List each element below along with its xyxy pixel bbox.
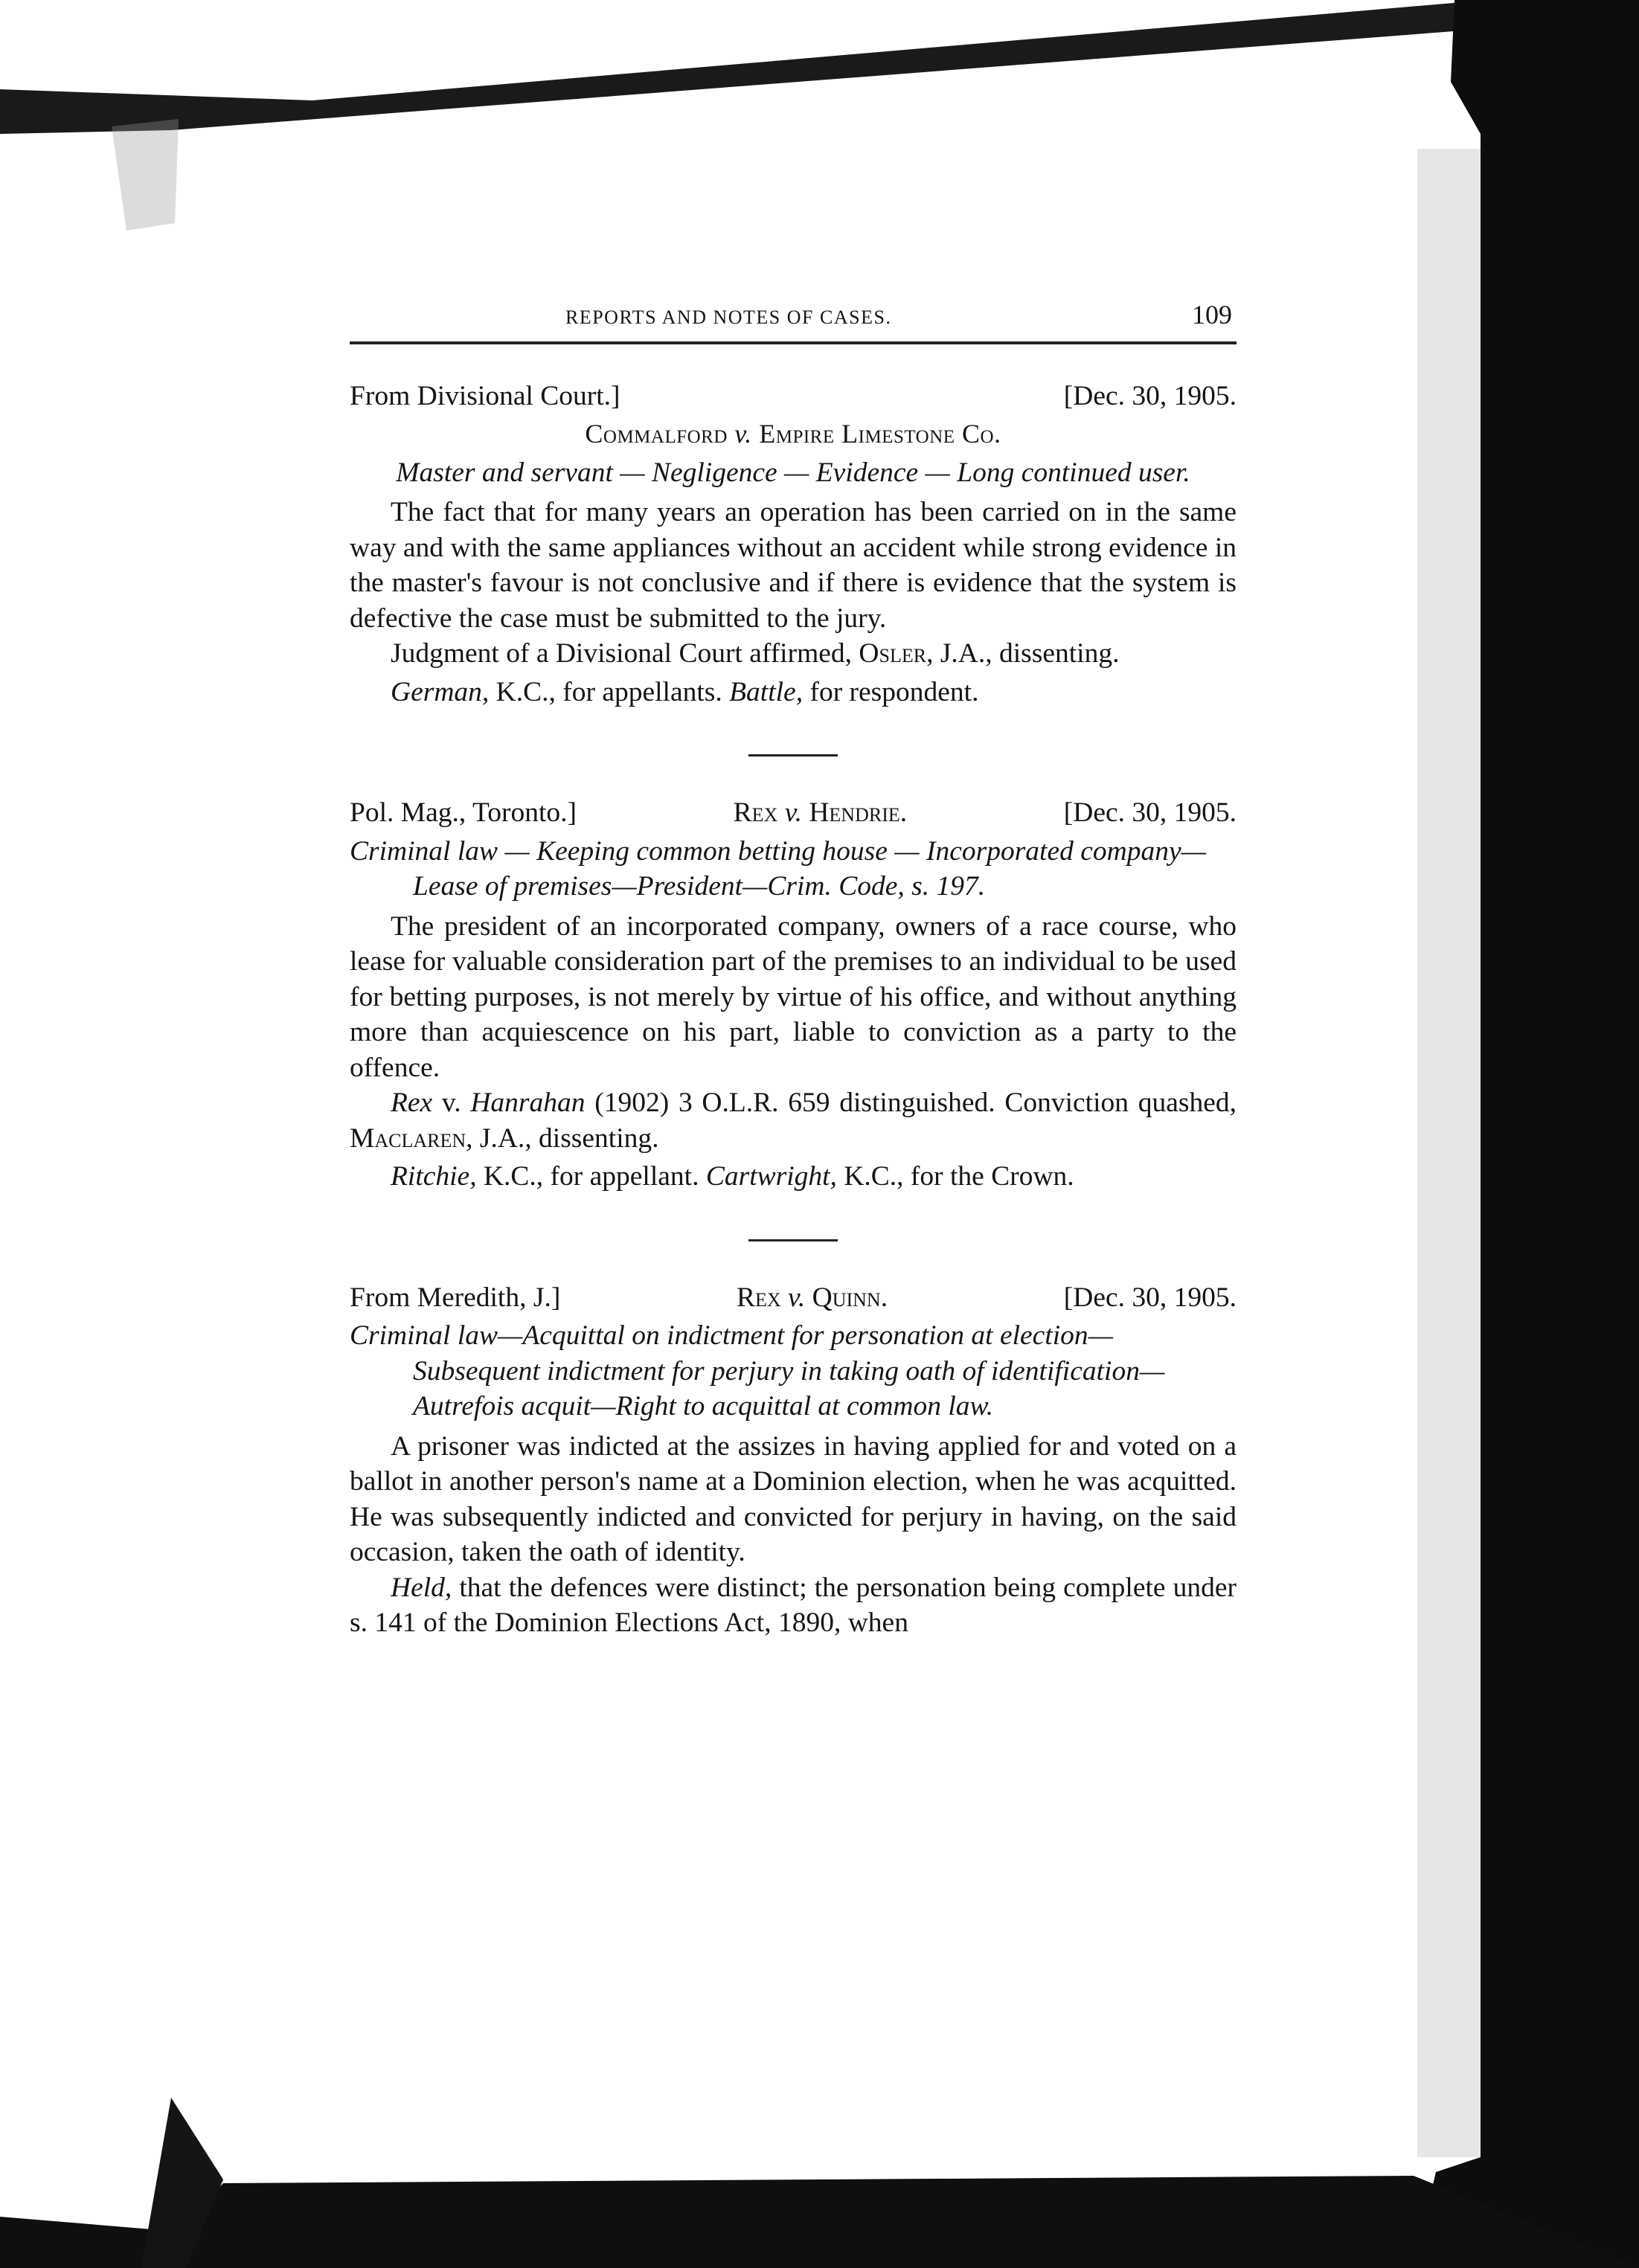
holding bbox=[350, 1570, 1237, 1641]
judgment-tail: , J.A., dissenting. bbox=[926, 638, 1120, 669]
page-number: 109 bbox=[1192, 300, 1232, 330]
court-of-origin: From Meredith, J.] bbox=[350, 1282, 561, 1313]
decision-date: [Dec. 30, 1905. bbox=[1063, 797, 1237, 828]
judgment-tail: , J.A., dissenting. bbox=[466, 1122, 659, 1154]
decision-date: [Dec. 30, 1905. bbox=[1063, 1282, 1237, 1313]
running-head bbox=[350, 298, 1237, 344]
held-label: Held, bbox=[391, 1572, 452, 1603]
case-summary: The fact that for many years an operation has been carried on in the same way and with the same appliances without an accident while strong evidence in the master's favour is not conclusive and if there is evidence that the system is defective the case must be submitted to the jury. bbox=[350, 497, 1237, 634]
headnote: Master and servant — Negligence — Evidence — Long continued user. bbox=[396, 457, 1190, 488]
case-rex-quinn bbox=[350, 1280, 1237, 1641]
citation-rest: (1902) 3 O.L.R. 659 distinguished. Conviction quashed, bbox=[585, 1088, 1237, 1118]
judgment bbox=[350, 636, 1237, 672]
judge-name: Osler bbox=[859, 638, 927, 669]
plaintiff: Rex bbox=[736, 1282, 781, 1313]
versus: v. bbox=[734, 419, 752, 449]
headnote: Criminal law—Acquittal on indictment for personation at election—Subsequent indictment for perjury in taking oath of identification—Autrefois acquit—Right to acquittal at common law. bbox=[350, 1320, 1165, 1421]
counsel-appellant-role: K.C., for appellant. bbox=[476, 1161, 706, 1192]
page-content bbox=[350, 298, 1237, 1641]
case-summary: The president of an incorporated company, owners of a race course, who lease for valuable consideration part of the premises to an individual to be used for betting purposes, is not merely by virtue of his office, and without anything more than acquiescence on his part, liable to conviction as a party to the offence. bbox=[350, 910, 1237, 1083]
case-summary: A prisoner was indicted at the assizes in having applied for and voted on a ballot in another person's name at a Dominion election, when he was acquitted. He was subsequently indicted and convicted for perjury in having, on the said occasion, taken the oath of identity. bbox=[350, 1430, 1237, 1567]
versus: v. bbox=[788, 1282, 806, 1313]
section-divider bbox=[748, 1239, 838, 1241]
counsel-crown-role: K.C., for the Crown. bbox=[836, 1161, 1074, 1192]
case-header bbox=[350, 1280, 1237, 1316]
counsel-appellant-role: K.C., for appellants. bbox=[489, 676, 730, 707]
counsel-respondent-role: for respondent. bbox=[803, 676, 979, 707]
defendant: Quinn. bbox=[812, 1282, 888, 1313]
held-text: that the defences were distinct; the personation being complete under s. 141 of the Dominion Elections Act, 1890, when bbox=[350, 1572, 1237, 1638]
counsel-appellant-name: German, bbox=[391, 676, 490, 707]
running-title: REPORTS AND NOTES OF CASES. bbox=[565, 306, 892, 328]
defendant: Hendrie. bbox=[809, 797, 908, 828]
case-header bbox=[350, 795, 1237, 831]
court-of-origin: From Divisional Court.] bbox=[350, 380, 620, 411]
decision-date: [Dec. 30, 1905. bbox=[1063, 380, 1237, 411]
citation-party: Hanrahan bbox=[470, 1088, 586, 1118]
judgment bbox=[350, 1085, 1237, 1156]
case-rex-hendrie bbox=[350, 795, 1237, 1195]
judge-name: Maclaren bbox=[350, 1122, 466, 1154]
judgment-text: Judgment of a Divisional Court affirmed, bbox=[391, 638, 853, 669]
versus: v. bbox=[784, 797, 802, 828]
court-of-origin: Pol. Mag., Toronto.] bbox=[350, 797, 577, 828]
plaintiff: Commalford bbox=[585, 419, 728, 449]
case-commalford bbox=[350, 379, 1237, 710]
section-divider bbox=[748, 754, 838, 756]
counsel-appellant-name: Ritchie, bbox=[391, 1161, 477, 1192]
top-shadow bbox=[0, 0, 1639, 134]
defendant: Empire Limestone Co. bbox=[759, 419, 1001, 449]
plaintiff: Rex bbox=[733, 797, 778, 828]
case-title bbox=[350, 417, 1237, 452]
bottom-shadow bbox=[0, 2176, 1639, 2268]
counsel-respondent-name: Battle, bbox=[729, 676, 804, 707]
counsel bbox=[350, 1159, 1237, 1195]
citation-name: Rex bbox=[391, 1088, 433, 1118]
counsel bbox=[350, 675, 1237, 710]
left-edge-shadow bbox=[112, 119, 179, 231]
case-title bbox=[737, 1280, 888, 1316]
citation-v: v. bbox=[432, 1088, 471, 1118]
headnote: Criminal law — Keeping common betting house — Incorporated company—Lease of premises—President—Crim. Code, s. 197. bbox=[350, 835, 1206, 902]
gutter-shade bbox=[1417, 149, 1481, 2157]
counsel-crown-name: Cartwright, bbox=[705, 1161, 837, 1192]
case-title bbox=[734, 795, 907, 831]
case-header bbox=[350, 379, 1237, 414]
